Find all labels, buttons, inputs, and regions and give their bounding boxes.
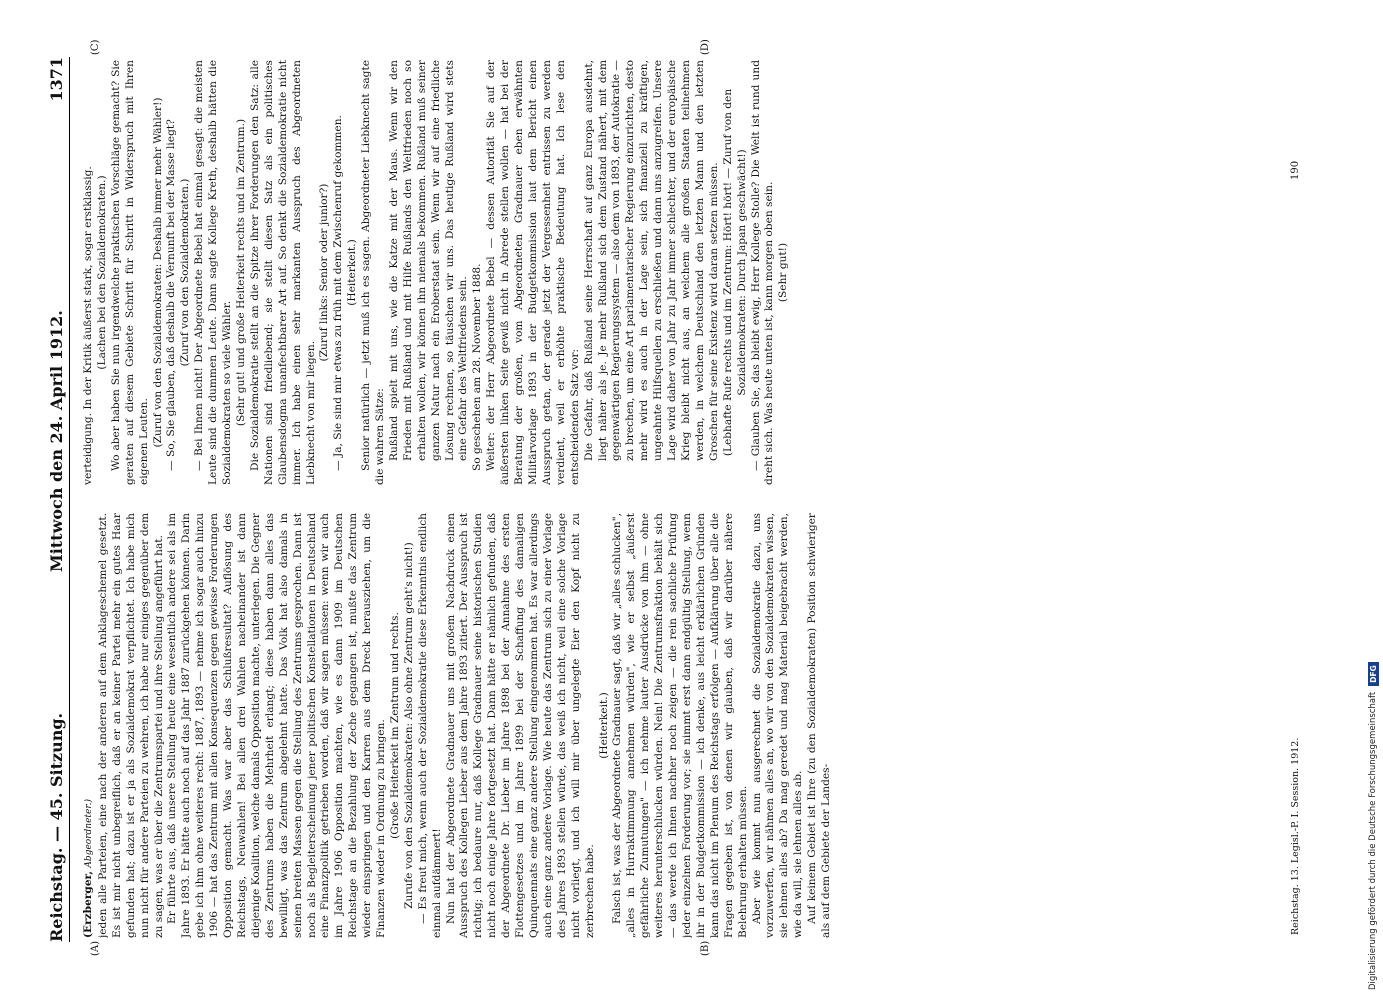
- paragraph: Nun hat der Abgeordnete Gradnauer uns mit großem Nachdruck einen Ausspruch des Kollegen Lieber aus dem Jahre 1893 zitiert. Der Ausspruch ist richtig; ich bedaure nur, daß Kollege Gradnauer seine historischen Studien nicht noch einige Jahre fortgesetzt hat. Dann hätte er nämlich gefunden, daß der Abgeordnete Dr. Lieber im Jahre 1898 bei der Annahme des ersten Flottengesetzes und im Jahre 1899 bei der Schaffung des damaligen Quinquennats eine ganz andere Stellung eingenommen hat. Es war allerdings auch eine ganz andere Vorlage. Wie heute das Zentrum sich zu einer Vorlage des Jahres 1893 stellen würde, das weiß ich nicht, weil eine solche Vorlage nicht vorliegt, und ich will mir über ungelegte Eier den Kopf nicht zu zerbrechen habe.: [444, 513, 596, 938]
- interjection: (Lebhafte Rufe rechts und im Zentrum: Hört! hört! — Zuruf von den Sozialdemokraten: Durch Japan geschwächt!): [721, 88, 748, 457]
- paragraph: — Glauben Sie, das bleibt ewig, Herr Kollege Stolle? Die Welt ist rund und dreht sich. Was heute unten ist, kann morgen oben sein.: [749, 60, 776, 485]
- speaker-line: [82, 513, 97, 938]
- interjection: (Sehr gut!): [777, 242, 790, 303]
- funding-note: Digitalisierung gefördert durch die Deutsche Forschungsgemeinschaft: [1368, 691, 1378, 990]
- paragraph: Senior natürlich — jetzt muß ich es sagen. Abgeordneter Liebknecht sagte die wahren Sätze:: [360, 60, 387, 485]
- paragraph: Falsch ist, was der Abgeordnete Gradnauer sagt, daß wir „alles schlucken", „alles in Hurraktimmung annehmen würden", wie er selbst „äußerst gefährliche Zumutungen" — ich nehme lauter Ausdrücke von ihm — ohne weiteres herunterschlucken würden. Nein! Die Zentrumsfraktion behält sich — das werde ich Ihnen nachher noch zeigen — die rein sachliche Prüfung jeder einzelnen Forderung vor; sie nimmt erst dann endgültig Stellung, wenn ihr in der Budgetkommission — ich denke, aus leicht erklärlichen Gründen kann das nicht im Plenum des Reichstags erfolgen — Aufklärung über alle die Fragen gegeben ist, von denen wir glauben, daß wir darüber nähere Belehrung erhalten müssen.: [611, 513, 749, 938]
- paragraph: Weiter: der Herr Abgeordnete Bebel — dessen Autorität Sie auf der äußersten linken Seite gewiß nicht in Abrede stellen wollen — hat bei der Beratung der großen, vom Abgeordneten Gradnauer eben erwähnten Militärvorlage 1893 in der Budgetkommission laut dem Bericht einen Ausspruch getan, der gerade jetzt der Vergessenheit entrissen zu werden verdient, weil er erhöhte praktische Bedeutung hat. Ich lese den entscheidenden Satz vor:: [485, 60, 581, 485]
- header-page-number: 1371: [47, 57, 66, 102]
- interjection: (Zuruf von den Sozialdemokraten.): [179, 178, 192, 367]
- paragraph: So geschehen am 28. November 1888.: [471, 263, 484, 471]
- header-date: Mittwoch den 24. April 1912.: [47, 310, 66, 572]
- paragraph: — So, Sie glauben, daß deshalb die Vernunft bei der Masse liegt?: [165, 119, 178, 471]
- paragraph: Auf keinem Gebiet ist Ihre (zu den Sozialdemokraten) Position schwieriger als auf dem Gebiete der Landes-: [806, 513, 833, 938]
- paragraph: verteidigung. In der Kritik äußerst stark, sogar erstklassig.: [82, 166, 94, 485]
- page-header: [45, 57, 70, 942]
- paragraph: Die Sozialdemokratie stellt an die Spitze ihrer Forderungen den Satz: alle Nationen sind friedliebend; sie stellt diesen Satz als ein politisches Glaubensdogma unanfechtbarer Art auf. So denkt die Sozialdemokratie nicht immer. Ich habe einen sehr markanten Ausspruch des Abgeordneten Liebknecht von mir liegen.: [248, 60, 317, 485]
- interjection: Zurufe von den Sozialdemokraten: Also ohne Zentrum geht's nicht!): [402, 542, 415, 909]
- margin-marker-b: (B): [700, 940, 711, 956]
- paragraph: — Es freut mich, wenn auch der Sozialdemokratie diese Erkenntnis endlich einmal aufdämmert!: [416, 513, 443, 938]
- speaker-role: Abgeordneter.): [84, 798, 94, 868]
- paragraph: — Bei Ihnen nicht! Der Abgeordnete Bebel hat einmal gesagt: die meisten Leute sind die dummen Leute. Dann sagte Kollege Kreth, deshalb hätten die Sozialdemokraten so viele Wähler.: [193, 60, 234, 485]
- left-column: [82, 513, 1267, 938]
- margin-marker-a: (A): [90, 940, 101, 956]
- margin-marker-c: (C): [90, 39, 101, 55]
- paragraph: Er führte aus, daß unsere Stellung heute eine wesentlich andere sei als im Jahre 1893. Er hätte auch noch auf das Jahr 1887 zurückgehen können. Darin gebe ich ihm ohne weiteres recht: 1887, 1893 — nehme ich sogar auch hinzu 1906 — hat das Zentrum mit allen Konsequenzen gegen gewisse Forderungen Opposition gemacht. Was war aber das Schlußresultat? Auflösung des Reichstags, Neuwahlen! Bei allen drei Wahlen nacheinander ist dann diejenige Koalition, welche damals Opposition machte, unterlegen. Die Gegner des Zentrums haben die Mehrheit erlangt; diese haben dann alles das bewilligt, was das Zentrum abgelehnt hatte. Das Volk hat also damals in seinen breiten Massen gegen die Stellung des Zentrums gesprochen. Dann ist noch als Begleiterscheinung jener politischen Konstellationen in Deutschland eine Finanzpolitik getrieben worden, daß wir sagen müssen: wenn wir auch im Jahre 1906 Opposition machten, wie es dann 1909 im Deutschen Reichstage an die Bezahlung der Zeche gegangen ist, mußte das Zentrum wieder einspringen und den Karren aus dem Dreck herausziehen, um die Finanzen wieder in Ordnung zu bringen.: [166, 513, 388, 938]
- footer-session: Reichstag. 13. Legisl.-P. I. Session. 1912.: [1290, 737, 1301, 935]
- margin-marker-d: (D): [700, 39, 711, 55]
- paragraph: Wo aber haben Sie nun irgendwelche praktischen Vorschläge gemacht? Sie geraten auf diesem Gebiete Schritt für Schritt in Widerspruch mit Ihren eigenen Leuten.: [109, 60, 150, 485]
- interjection: (Heiterkeit.): [597, 692, 610, 759]
- speaker-name: (Erzberger,: [82, 870, 94, 938]
- interjection: (Zuruf von den Sozialdemokraten: Deshalb immer mehr Wähler!): [151, 97, 164, 448]
- interjection: (Große Heiterkeit im Zentrum und rechts.: [388, 612, 401, 839]
- dfg-logo: DFG: [1368, 662, 1379, 686]
- paragraph: — Ja, Sie sind mir etwas zu früh mit dem Zwischenruf gekommen.: [332, 115, 345, 471]
- funding-strip: [1367, 10, 1379, 990]
- interjection: (Sehr gut! und große Heiterkeit rechts und im Zentrum.): [234, 118, 247, 427]
- header-left: Reichstag. — 45. Sitzung.: [47, 712, 66, 942]
- footer-page-stamp: 190: [1290, 160, 1301, 180]
- block-quote: Rußland spielt mit uns, wie die Katze mit der Maus. Wenn wir den Frieden mit Rußland und mit Hilfe Rußlands den Weltfrieden noch so erhalten wollen, wir können ihn niemals bekommen. Rußland muß seiner ganzen Natur nach ein Eroberstaat sein. Wenn wir auf eine friedliche Lösung rechnen, so täuschen wir uns. Das heutige Rußland wird stets eine Gefahr des Weltfriedens sein.: [387, 60, 470, 461]
- paragraph: jeden alle Parteien, eine nach der anderen auf dem Anklageschemel gesetzt. Es ist mir nicht unbegreiflich, daß er an keiner Partei mehr ein gutes Haar gefunden hat; dazu ist er ja als Sozialdemokrat verpflichtet. Ich habe mich nun nicht für andere Parteien zu wehren, ich habe nur einiges gegenüber dem zu sagen, was er über die Zentrumspartei und ihre Stellung angeführt hat.: [96, 513, 165, 938]
- block-quote: Die Gefahr, daß Rußland seine Herrschaft auf ganz Europa ausdehnt, liegt näher als je. Je mehr Rußland sich dem Zustand nähert, mit dem gegenwärtigen Regierungssystem — also dem von 1893, der Autokratie — zu brechen, um eine Art parlamentarischer Regierung einzurichten, desto mehr wird es auch in der Lage sein, sich finanziell zu kräftigen, ungeahnte Hilfsquellen zu erschließen und dann uns anzugreifen. Unsere Lage wird daher von Jahr zu Jahr immer schlechter, und der europäische Krieg bleibt nicht aus, an welchem alle großen Staaten teilnehmen werden, in welchem Deutschland den letzten Mann und den letzten Groschen für seine Existenz wird daran setzen müssen.: [582, 60, 720, 461]
- interjection: (Heiterkeit.): [346, 239, 359, 306]
- paragraph: Aber wie kommt nun ausgerechnet die Sozialdemokratie dazu, uns vorzuwerfen, wir nähmen alles an, wo wir von den Sozialdemokraten wissen, sie lehnen alles ab? Da mag geredet und mag Material beigebracht werden, wie da will, sie lehnen alles ab.: [750, 513, 805, 938]
- right-column: [82, 60, 1267, 485]
- interjection: (Zuruf links: Senior oder junior?): [318, 183, 331, 362]
- interjection: (Lachen bei den Sozialdemokraten.): [95, 175, 108, 370]
